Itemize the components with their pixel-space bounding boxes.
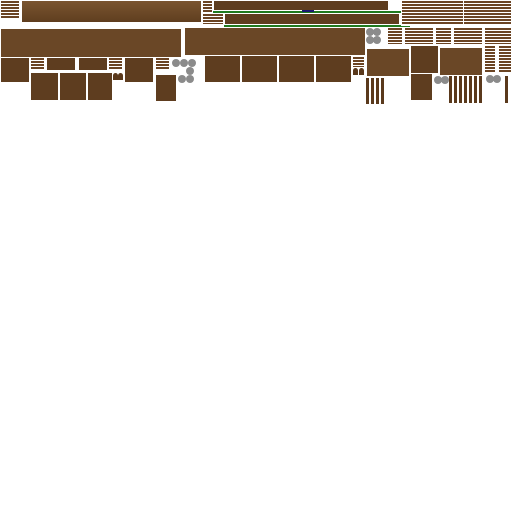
wood-panel-right-2 (439, 47, 483, 76)
wood-tile-row2-1 (30, 72, 59, 101)
wood-bar (469, 76, 472, 103)
gray-knob (178, 75, 186, 83)
wood-detail-stack (435, 27, 452, 45)
wood-panel-wide-center (184, 27, 366, 56)
wood-detail-stack (484, 45, 496, 73)
wood-bar (479, 76, 482, 103)
gray-knob (186, 75, 194, 83)
wood-plank-stack (0, 0, 20, 20)
wood-detail-stack (30, 57, 45, 71)
wood-tile-small-b (46, 57, 76, 71)
wood-bar (464, 76, 467, 103)
wood-tile-row2-3 (87, 72, 113, 101)
wood-detail-stack (498, 45, 512, 73)
arch-piece (353, 68, 358, 75)
wood-tile-row2-4 (155, 74, 177, 102)
wood-detail-stack (387, 27, 403, 45)
gray-knob (373, 28, 381, 36)
wood-detail-stack (352, 56, 365, 68)
wood-panel-top-mid (224, 13, 400, 25)
wood-tile-right-sq-1 (410, 45, 439, 74)
wood-tile-mid-4 (315, 55, 352, 83)
navy-stripe (302, 10, 314, 12)
wood-detail-stack (404, 27, 434, 45)
wood-detail-stack (202, 0, 213, 13)
wood-panel-wide-left (0, 28, 182, 58)
wood-bar (376, 78, 379, 104)
wood-plank-stack-right (401, 0, 469, 26)
wood-bar (366, 78, 369, 104)
wood-detail-stack (202, 13, 224, 25)
wood-detail-stack (484, 27, 512, 45)
wood-tile-row2-2 (59, 72, 87, 101)
arch-piece (359, 68, 364, 75)
wood-detail-stack (108, 57, 123, 71)
wood-panel-right-1 (366, 48, 410, 77)
wood-tile-right-sq-2 (410, 73, 433, 101)
green-stripe-2 (224, 25, 410, 27)
wood-bar (371, 78, 374, 104)
wood-detail-stack (453, 27, 483, 45)
gray-knob (172, 59, 180, 67)
wood-bar (449, 76, 452, 103)
wood-tile-small-a (0, 57, 30, 83)
arch-piece (118, 73, 123, 80)
wood-bar (505, 76, 508, 103)
wood-panel-top-center (213, 0, 389, 11)
wood-bar (454, 76, 457, 103)
wood-tile-small-c (78, 57, 108, 71)
gray-knob (493, 75, 501, 83)
wood-bar (381, 78, 384, 104)
wood-bar (459, 76, 462, 103)
wood-tile-mid-3 (278, 55, 315, 83)
wood-plank-stack-far-right (463, 0, 512, 26)
gray-knob (188, 59, 196, 67)
wood-tile-mid-1 (204, 55, 241, 83)
gray-knob (441, 76, 449, 84)
gray-knob (186, 67, 194, 75)
gray-knob (180, 59, 188, 67)
wood-tile-mid-2 (241, 55, 278, 83)
gray-knob (373, 36, 381, 44)
wood-detail-stack (155, 57, 170, 71)
wood-bar (474, 76, 477, 103)
wood-panel-top (21, 0, 202, 23)
wood-tile-square-1 (124, 57, 154, 83)
